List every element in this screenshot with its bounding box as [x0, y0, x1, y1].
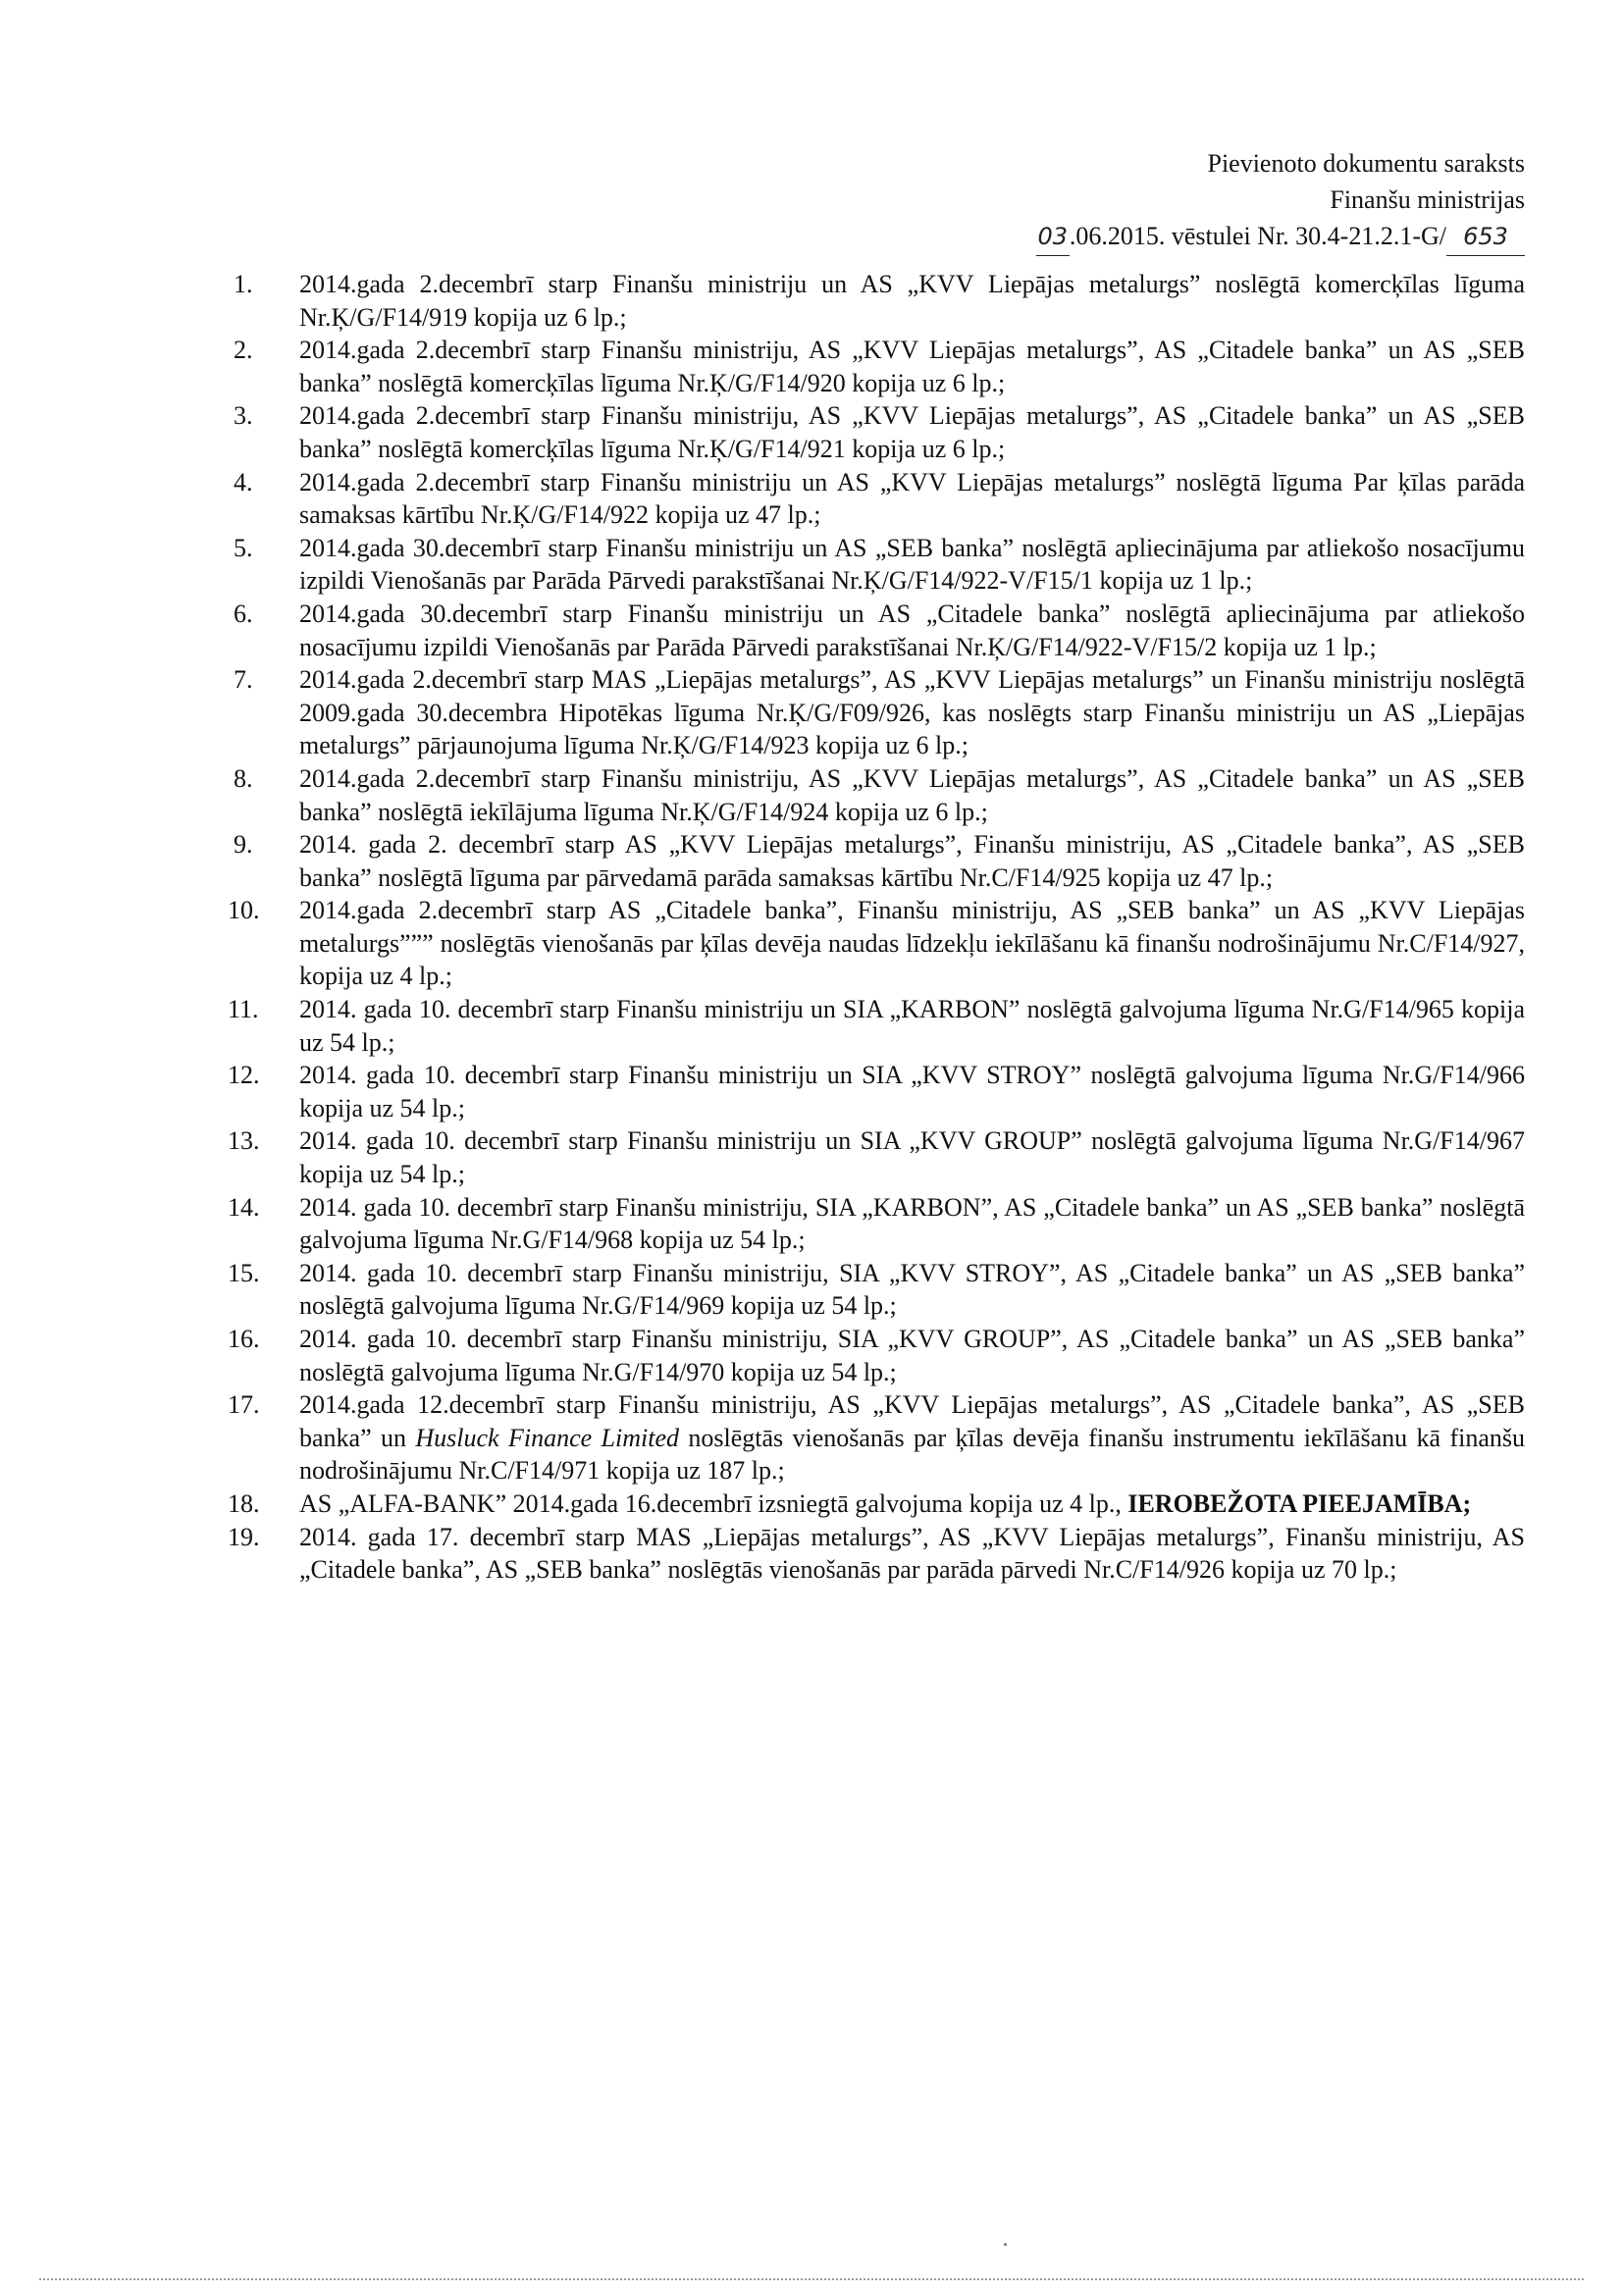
- item-number: 7.: [234, 665, 253, 695]
- list-item: [0, 532, 1623, 598]
- item-number: 4.: [234, 467, 253, 496]
- list-item: [0, 399, 1623, 465]
- item-text: 2014.gada 12.decembrī starp Finanšu ministriju, AS „KVV Liepājas metalurgs”, AS „Citadele banka”, AS „SEB banka” un: [299, 1390, 1525, 1452]
- item-text: 2014.gada 2.decembrī starp MAS „Liepājas metalurgs”, AS „KVV Liepājas metalurgs” un Finanšu ministriju noslēgtā 2009.gada 30.decembra Hipotēkas līguma Nr.Ķ/G/F09/926, kas noslēgts starp Finanšu ministriju un AS „Liepājas metalurgs” pārjaunojuma līguma Nr.Ķ/G/F14/923 kopija uz 6 lp.;: [299, 665, 1525, 760]
- handwritten-date: 03: [1036, 219, 1070, 256]
- item-number: 13.: [228, 1126, 260, 1156]
- item-text: 2014. gada 10. decembrī starp Finanšu ministriju un SIA „KVV STROY” noslēgtā galvojuma līguma Nr.G/F14/966 kopija uz 54 lp.;: [299, 1061, 1525, 1122]
- document-header: [1036, 145, 1525, 256]
- header-title: Pievienoto dokumentu saraksts: [1207, 149, 1525, 178]
- item-number: 9.: [234, 830, 253, 860]
- item-text: 2014.gada 2.decembrī starp Finanšu ministriju, AS „KVV Liepājas metalurgs”, AS „Citadele banka” un AS „SEB banka” noslēgtā komercķīlas līguma Nr.Ķ/G/F14/920 kopija uz 6 lp.;: [299, 336, 1525, 397]
- item-text: 2014. gada 2. decembrī starp AS „KVV Liepājas metalurgs”, Finanšu ministriju, AS „Citadele banka”, AS „SEB banka” noslēgtā līguma par pārvedamā parāda samaksas kārtību Nr.C/F14/925 kopija uz 47 lp.;: [299, 830, 1525, 892]
- list-item: [0, 1191, 1623, 1257]
- item-text-italic: Husluck Finance Limited: [415, 1423, 679, 1452]
- list-item: [0, 762, 1623, 828]
- item-number: 18.: [228, 1488, 260, 1518]
- list-item: [0, 1323, 1623, 1388]
- item-number: 10.: [228, 896, 260, 925]
- handwritten-number: 653: [1446, 219, 1525, 256]
- item-text: 2014.gada 2.decembrī starp Finanšu ministriju, AS „KVV Liepājas metalurgs”, AS „Citadele banka” un AS „SEB banka” noslēgtā komercķīlas līguma Nr.Ķ/G/F14/921 kopija uz 6 lp.;: [299, 401, 1525, 463]
- item-number: 6.: [234, 599, 253, 628]
- item-number: 2.: [234, 336, 253, 365]
- scan-edge-noise: [39, 2278, 1584, 2286]
- list-item: [0, 993, 1623, 1059]
- list-item: [0, 268, 1623, 334]
- scan-speck: [1004, 2243, 1007, 2246]
- list-item: [0, 828, 1623, 894]
- item-text: AS „ALFA-BANK” 2014.gada 16.decembrī izsniegtā galvojuma kopija uz 4 lp.,: [299, 1488, 1128, 1518]
- item-number: 5.: [234, 533, 253, 562]
- item-number: 8.: [234, 763, 253, 793]
- list-item: [0, 334, 1623, 399]
- list-item: [0, 1257, 1623, 1323]
- list-item: [0, 894, 1623, 993]
- item-text: 2014. gada 10. decembrī starp Finanšu ministriju, SIA „KVV STROY”, AS „Citadele banka” un AS „SEB banka” noslēgtā galvojuma līguma Nr.G/F14/969 kopija uz 54 lp.;: [299, 1258, 1525, 1321]
- list-item: [0, 1521, 1623, 1587]
- item-number: 16.: [228, 1325, 260, 1353]
- item-text: 2014.gada 2.decembrī starp Finanšu ministriju un AS „KVV Liepājas metalurgs” noslēgtā komercķīlas līguma Nr.Ķ/G/F14/919 kopija uz 6 lp.;: [299, 270, 1525, 332]
- letter-date-number: .06.2015. vēstulei Nr. 30.4-21.2.1-G/: [1069, 222, 1446, 250]
- list-item: [0, 663, 1623, 762]
- header-letter-ref: [1036, 218, 1525, 256]
- item-text: 2014. gada 10. decembrī starp Finanšu ministriju, SIA „KVV GROUP”, AS „Citadele banka” un AS „SEB banka” noslēgtā galvojuma līguma Nr.G/F14/970 kopija uz 54 lp.;: [299, 1325, 1525, 1386]
- list-item: [0, 1124, 1623, 1190]
- list-item: [0, 1487, 1623, 1521]
- item-number: 17.: [228, 1390, 260, 1420]
- item-text: 2014.gada 2.decembrī starp AS „Citadele banka”, Finanšu ministriju, AS „SEB banka” un AS „KVV Liepājas metalurgs””” noslēgtās vienošanās par ķīlas devēja naudas līdzekļu iekīlāšanu kā finanšu nodrošinājumu Nr.C/F14/927, kopija uz 4 lp.;: [299, 896, 1525, 991]
- restricted-access-note: IEROBEŽOTA PIEEJAMĪBA;: [1127, 1488, 1472, 1518]
- item-text: 2014. gada 10. decembrī starp Finanšu ministriju un SIA „KVV GROUP” noslēgtā galvojuma līguma Nr.G/F14/967 kopija uz 54 lp.;: [299, 1126, 1525, 1189]
- item-text: 2014.gada 30.decembrī starp Finanšu ministriju un AS „SEB banka” noslēgtā apliecinājuma par atliekošo nosacījumu izpildi Vienošanās par Parāda Pārvedi parakstīšanai Nr.Ķ/G/F14/922-V/F15/1 kopija uz 1 lp.;: [299, 533, 1525, 596]
- item-text: 2014. gada 17. decembrī starp MAS „Liepājas metalurgs”, AS „KVV Liepājas metalurgs”, Finanšu ministriju, AS „Citadele banka”, AS „SEB banka” noslēgtās vienošanās par parāda pārvedi Nr.C/F14/926 kopija uz 70 lp.;: [299, 1522, 1525, 1585]
- list-item: [0, 466, 1623, 532]
- item-number: 11.: [228, 995, 259, 1024]
- list-item: [0, 598, 1623, 663]
- list-item: [0, 1059, 1623, 1124]
- document-list: [0, 268, 1623, 1587]
- item-number: 19.: [228, 1522, 260, 1551]
- item-text: 2014. gada 10. decembrī starp Finanšu ministriju un SIA „KARBON” noslēgtā galvojuma līguma Nr.G/F14/965 kopija uz 54 lp.;: [299, 995, 1525, 1057]
- item-number: 3.: [234, 401, 253, 431]
- item-number: 14.: [228, 1192, 260, 1222]
- header-ministry: Finanšu ministrijas: [1330, 185, 1525, 214]
- item-number: 12.: [228, 1061, 260, 1090]
- list-item: [0, 1388, 1623, 1487]
- item-text: noslēgtās vienošanās par ķīlas devēja finanšu instrumentu iekīlāšanu kā finanšu nodrošinājumu Nr.C/F14/971 kopija uz 187 lp.;: [299, 1423, 1525, 1486]
- item-text: 2014. gada 10. decembrī starp Finanšu ministriju, SIA „KARBON”, AS „Citadele banka” un AS „SEB banka” noslēgtā galvojuma līguma Nr.G/F14/968 kopija uz 54 lp.;: [299, 1192, 1525, 1255]
- item-number: 1.: [234, 270, 253, 298]
- item-number: 15.: [228, 1258, 260, 1287]
- item-text: 2014.gada 30.decembrī starp Finanšu ministriju un AS „Citadele banka” noslēgtā apliecinājuma par atliekošo nosacījumu izpildi Vienošanās par Parāda Pārvedi parakstīšanai Nr.Ķ/G/F14/922-V/F15/2 kopija uz 1 lp.;: [299, 599, 1525, 661]
- item-text: 2014.gada 2.decembrī starp Finanšu ministriju un AS „KVV Liepājas metalurgs” noslēgtā līguma Par ķīlas parāda samaksas kārtību Nr.Ķ/G/F14/922 kopija uz 47 lp.;: [299, 467, 1525, 530]
- item-text: 2014.gada 2.decembrī starp Finanšu ministriju, AS „KVV Liepājas metalurgs”, AS „Citadele banka” un AS „SEB banka” noslēgtā iekīlājuma līguma Nr.Ķ/G/F14/924 kopija uz 6 lp.;: [299, 763, 1525, 826]
